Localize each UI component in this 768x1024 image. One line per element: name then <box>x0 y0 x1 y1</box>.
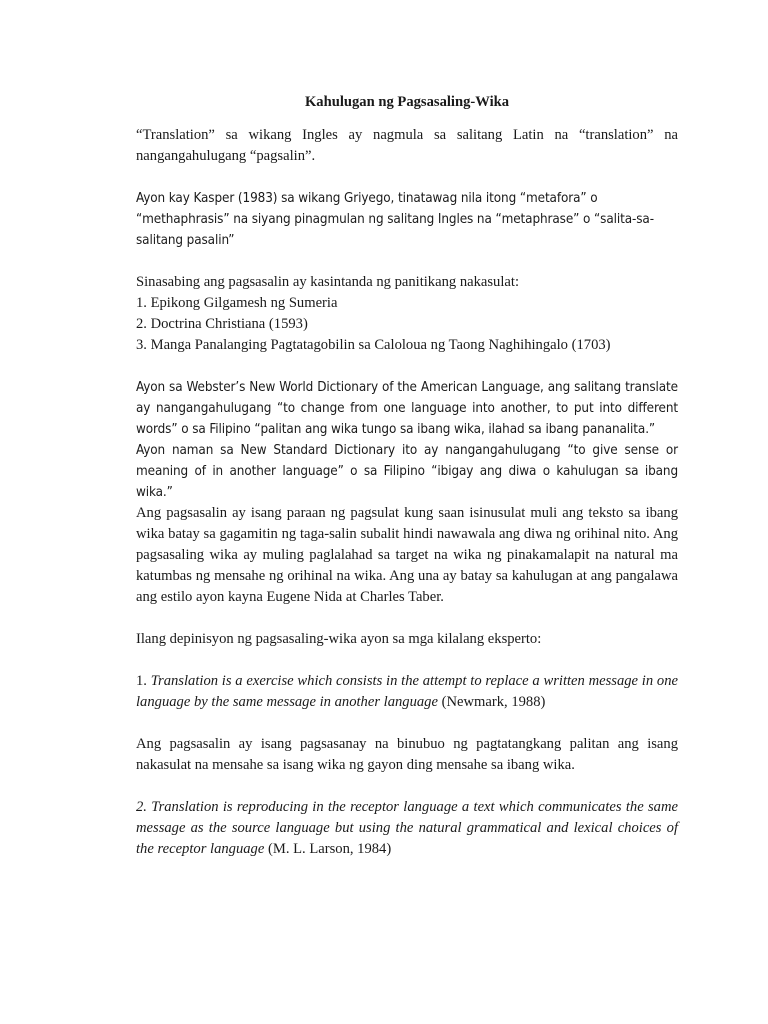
spacer <box>136 251 678 272</box>
spacer <box>136 167 678 188</box>
paragraph-kasper: Ayon kay Kasper (1983) sa wikang Griyego, tinatawag nila itong “metafora” o “methaphrasis” na siyang pinagmulan ng salitang Ingles na “metaphrase” o “salita-sa-salitang pasalin” <box>136 191 654 248</box>
definition-2-quote: 2. Translation is reproducing in the receptor language a text which communicates the same message as the source language but using the natural grammatical and lexical choices of the receptor language <box>136 799 678 857</box>
list-intro: Sinasabing ang pagsasalin ay kasintanda ng panitikang nakasulat: <box>136 274 519 290</box>
list-item: 3. Manga Panalanging Pagtatagobilin sa Caloloua ng Taong Naghihingalo (1703) <box>136 337 611 353</box>
paragraph-webster: Ayon sa Webster’s New World Dictionary of the American Language, ang salitang translate ay nangangahulugang “to change from one language into another, to put into different words” o sa Filipino “palitan ang wika tungo sa ibang wika, ilahad sa ibang pananalita.” <box>136 380 678 437</box>
spacer <box>136 356 678 377</box>
definition-2 <box>136 797 678 860</box>
early-translations-list <box>136 293 678 356</box>
spacer <box>136 650 678 671</box>
spacer <box>136 776 678 797</box>
definition-1-quote: Translation is a exercise which consists in the attempt to replace a written message in one language by the same message in another language <box>136 673 679 710</box>
document-page <box>136 92 678 860</box>
definition-1-number: 1. <box>136 673 151 689</box>
definition-1 <box>136 671 678 713</box>
definitions-intro: Ilang depinisyon ng pagsasaling-wika ayon sa mga kilalang eksperto: <box>136 631 542 647</box>
list-item: 2. Doctrina Christiana (1593) <box>136 316 308 332</box>
definition-1-explanation: Ang pagsasalin ay isang pagsasanay na binubuo ng pagtatangkang palitan ang isang nakasulat na mensahe sa isang wika ng gayon ding mensahe sa ibang wika. <box>136 736 678 773</box>
paragraph-translation-origin: “Translation” sa wikang Ingles ay nagmula sa salitang Latin na “translation” na nangangahulugang “pagsalin”. <box>136 127 678 164</box>
definition-1-citation: (Newmark, 1988) <box>437 694 546 710</box>
paragraph-pagsasalin: Ang pagsasalin ay isang paraan ng pagsulat kung saan isinusulat muli ang teksto sa ibang wika batay sa gagamitin ng taga-salin subalit hindi nawawala ang diwa ng orihinal nito. Ang pagsasaling wika ay muling paglalahad sa target na wika ng pinakamalapit na natural ma katumbas ng mensahe ng orihinal na wika. Ang una ay batay sa kahulugan at ang pangalawa ang estilo ayon kayna Eugene Nida at Charles Taber. <box>136 505 678 605</box>
spacer <box>136 713 678 734</box>
document-title: Kahulugan ng Pagsasaling-Wika <box>304 94 510 110</box>
paragraph-new-standard: Ayon naman sa New Standard Dictionary ito ay nangangahulugang “to give sense or meaning of in another language” o sa Filipino “ibigay ang diwa o kahulugan sa ibang wika.” <box>136 443 678 500</box>
list-item: 1. Epikong Gilgamesh ng Sumeria <box>136 295 338 311</box>
spacer <box>136 608 678 629</box>
definition-2-citation: (M. L. Larson, 1984) <box>264 841 392 857</box>
